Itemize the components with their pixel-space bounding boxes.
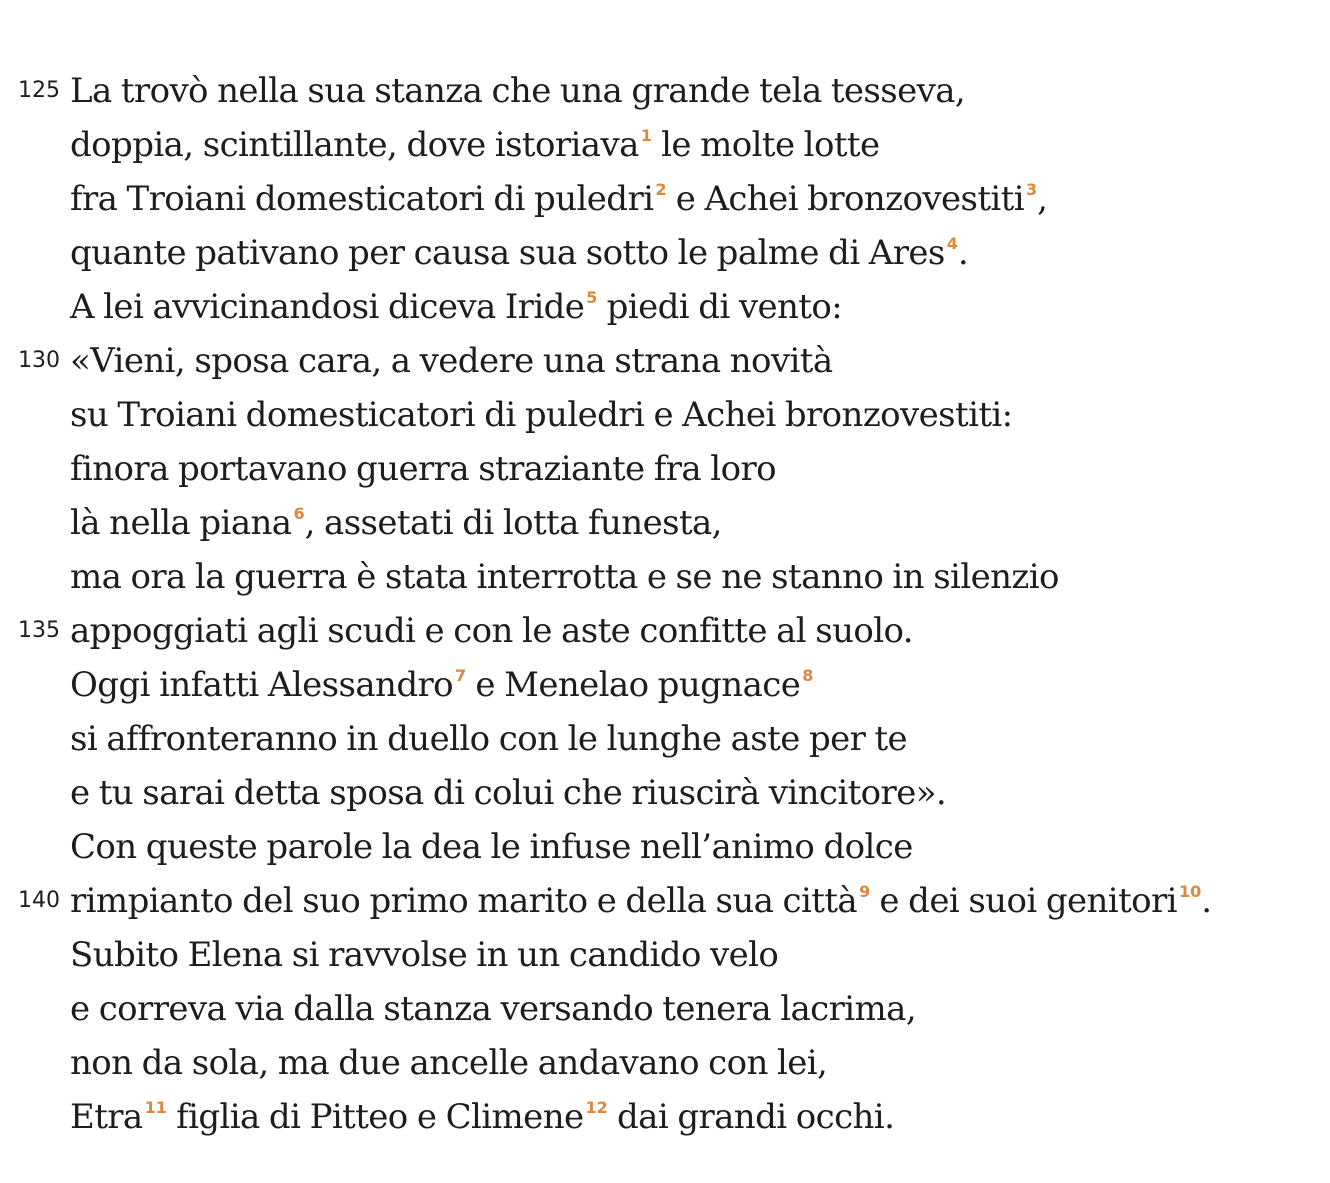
verse-text <box>70 334 833 388</box>
poem-text <box>0 64 1330 1144</box>
verse-text <box>70 874 1211 928</box>
verse-text <box>70 118 879 172</box>
verse-line <box>0 604 1330 658</box>
verse-segment: e tu sarai detta sposa di colui che riuscirà vincitore». <box>70 773 947 813</box>
verse-segment: A lei avvicinandosi diceva Iride <box>70 287 585 327</box>
verse-number: 125 <box>18 78 60 103</box>
verse-segment: Con queste parole la dea le infuse nell’animo dolce <box>70 827 913 867</box>
verse-line <box>0 496 1330 550</box>
verse-line <box>0 928 1330 982</box>
verse-text <box>70 604 913 658</box>
verse-text <box>70 1090 894 1144</box>
verse-line <box>0 550 1330 604</box>
verse-segment: Etra <box>70 1097 143 1137</box>
verse-segment: piedi di vento: <box>597 287 843 327</box>
verse-line <box>0 442 1330 496</box>
verse-text <box>70 64 965 118</box>
verse-text <box>70 982 916 1036</box>
footnote-marker[interactable]: 4 <box>946 234 958 253</box>
verse-segment: Subito Elena si ravvolse in un candido velo <box>70 935 779 975</box>
verse-segment: quante pativano per causa sua sotto le palme di Ares <box>70 233 945 273</box>
verse-line <box>0 118 1330 172</box>
verse-line <box>0 1036 1330 1090</box>
verse-segment: , assetati di lotta funesta, <box>304 503 722 543</box>
verse-segment: fra Troiani domesticatori di puledri <box>70 179 654 219</box>
verse-segment: su Troiani domesticatori di puledri e Achei bronzovestiti: <box>70 395 1013 435</box>
verse-segment: le molte lotte <box>651 125 880 165</box>
verse-segment: e Achei bronzovestiti <box>666 179 1024 219</box>
footnote-marker[interactable]: 5 <box>586 288 598 307</box>
verse-segment: là nella piana <box>70 503 292 543</box>
verse-segment: doppia, scintillante, dove istoriava <box>70 125 639 165</box>
verse-segment: non da sola, ma due ancelle andavano con lei, <box>70 1043 828 1083</box>
verse-text <box>70 226 968 280</box>
verse-line <box>0 280 1330 334</box>
verse-line <box>0 712 1330 766</box>
verse-text <box>70 1036 827 1090</box>
verse-number: 135 <box>18 618 60 643</box>
footnote-marker[interactable]: 11 <box>144 1098 167 1117</box>
footnote-marker[interactable]: 7 <box>455 666 467 685</box>
footnote-marker[interactable]: 9 <box>859 882 871 901</box>
verse-segment: dai grandi occhi. <box>607 1097 895 1137</box>
verse-segment: ma ora la guerra è stata interrotta e se ne stanno in silenzio <box>70 557 1059 597</box>
verse-segment: La trovò nella sua stanza che una grande tela tesseva, <box>70 71 966 111</box>
verse-segment: figlia di Pitteo e Climene <box>166 1097 584 1137</box>
footnote-marker[interactable]: 12 <box>585 1098 608 1117</box>
footnote-marker[interactable]: 2 <box>655 180 667 199</box>
verse-line <box>0 874 1330 928</box>
verse-line <box>0 334 1330 388</box>
verse-number: 130 <box>18 348 60 373</box>
verse-segment: , <box>1037 179 1048 219</box>
verse-segment: si affronteranno in duello con le lunghe aste per te <box>70 719 908 759</box>
verse-line <box>0 388 1330 442</box>
verse-segment: «Vieni, sposa cara, a vedere una strana novità <box>70 341 833 381</box>
verse-text <box>70 928 778 982</box>
footnote-marker[interactable]: 1 <box>640 126 652 145</box>
footnote-marker[interactable]: 6 <box>293 504 305 523</box>
verse-line <box>0 172 1330 226</box>
footnote-marker[interactable]: 3 <box>1026 180 1038 199</box>
verse-text <box>70 820 913 874</box>
footnote-marker[interactable]: 8 <box>802 666 814 685</box>
verse-line <box>0 982 1330 1036</box>
verse-line <box>0 820 1330 874</box>
verse-text <box>70 172 1047 226</box>
verse-segment: finora portavano guerra straziante fra loro <box>70 449 776 489</box>
verse-segment: . <box>1201 881 1212 921</box>
verse-number: 140 <box>18 888 60 913</box>
verse-line <box>0 658 1330 712</box>
verse-line <box>0 1090 1330 1144</box>
verse-text <box>70 388 1013 442</box>
verse-text <box>70 496 722 550</box>
verse-text <box>70 280 842 334</box>
verse-segment: Oggi infatti Alessandro <box>70 665 454 705</box>
verse-line <box>0 766 1330 820</box>
verse-segment: rimpianto del suo primo marito e della sua città <box>70 881 858 921</box>
verse-text <box>70 658 813 712</box>
verse-text <box>70 766 946 820</box>
verse-text <box>70 712 907 766</box>
verse-segment: appoggiati agli scudi e con le aste confitte al suolo. <box>70 611 914 651</box>
verse-line <box>0 226 1330 280</box>
verse-segment: e correva via dalla stanza versando tenera lacrima, <box>70 989 917 1029</box>
verse-segment: e dei suoi genitori <box>870 881 1177 921</box>
verse-line <box>0 64 1330 118</box>
footnote-marker[interactable]: 10 <box>1178 882 1202 901</box>
verse-segment: . <box>957 233 969 273</box>
verse-segment: e Menelao pugnace <box>466 665 801 705</box>
verse-text <box>70 550 1059 604</box>
verse-text <box>70 442 776 496</box>
